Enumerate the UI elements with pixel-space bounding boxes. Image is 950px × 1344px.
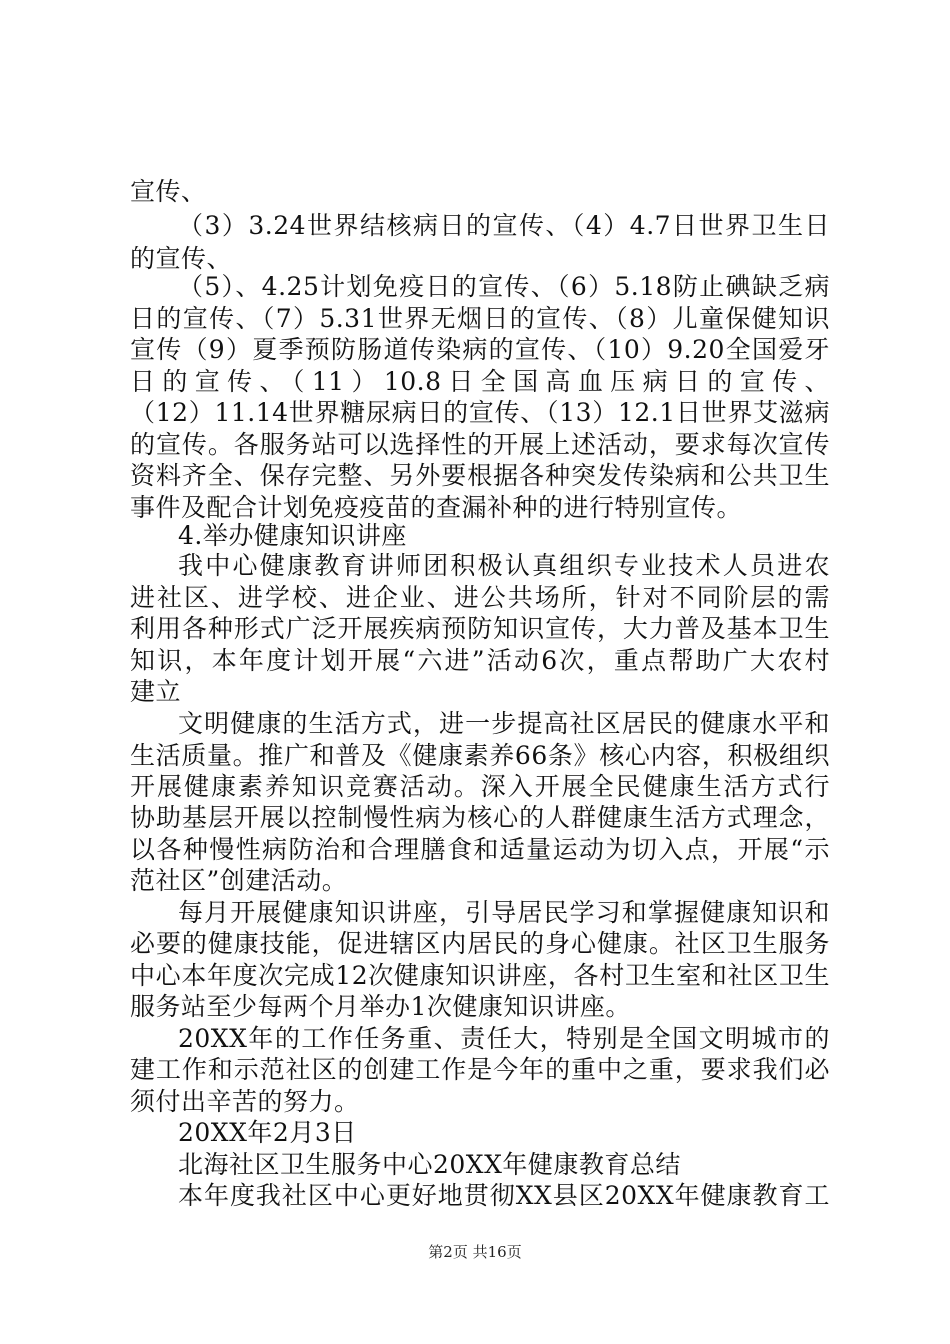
body-line: 事件及配合计划免疫疫苗的查漏补种的进行特别宣传。 (130, 493, 743, 522)
body-line: 进社区、进学校、进企业、进公共场所，针对不同阶层的需 (130, 583, 830, 612)
body-line: 中心本年度次完成12次健康知识讲座，各村卫生室和社区卫生 (130, 961, 830, 990)
page-footer: 第2页 共16页 (428, 1243, 522, 1261)
body-line: 的宣传、 (130, 244, 233, 273)
body-line: 本年度我社区中心更好地贯彻XX县区20XX年健康教育工 (178, 1181, 830, 1210)
body-line: （12）11.14世界糖尿病日的宣传、（13）12.1日世界艾滋病 (130, 398, 830, 427)
date-line: 20XX年2月3日 (178, 1118, 357, 1147)
body-line: （3）3.24世界结核病日的宣传、（4）4.7日世界卫生日 (178, 211, 830, 240)
body-line: 我中心健康教育讲师团积极认真组织专业技术人员进农 (178, 551, 830, 580)
body-line: 日的宣传、（11）10.8日全国高血压病日的宣传、 (130, 367, 830, 396)
body-line: 日的宣传、（7）5.31世界无烟日的宣传、（8）儿童保健知识 (130, 304, 830, 333)
document-title-line: 北海社区卫生服务中心20XX年健康教育总结 (178, 1150, 681, 1179)
body-line: 20XX年的工作任务重、责任大，特别是全国文明城市的 (178, 1024, 830, 1053)
body-line: 资料齐全、保存完整、另外要根据各种突发传染病和公共卫生 (130, 461, 830, 490)
body-line: 范社区”创建活动。 (130, 866, 348, 895)
body-line: 宣传（9）夏季预防肠道传染病的宣传、（10）9.20全国爱牙 (130, 335, 830, 364)
body-line: 协助基层开展以控制慢性病为核心的人群健康生活方式理念， (130, 803, 830, 832)
body-line: 每月开展健康知识讲座，引导居民学习和掌握健康知识和 (178, 898, 830, 927)
body-line: 建工作和示范社区的创建工作是今年的重中之重，要求我们必 (130, 1055, 830, 1084)
body-line: 生活质量。推广和普及《健康素养66条》核心内容，积极组织 (130, 741, 830, 770)
body-line: 利用各种形式广泛开展疾病预防知识宣传，大力普及基本卫生 (130, 614, 830, 643)
body-line: 的宣传。各服务站可以选择性的开展上述活动，要求每次宣传 (130, 430, 830, 459)
body-line: 服务站至少每两个月举办1次健康知识讲座。 (130, 992, 631, 1021)
body-line: 知识，本年度计划开展“六进”活动6次，重点帮助广大农村 (130, 646, 830, 675)
body-line: 以各种慢性病防治和合理膳食和适量运动为切入点，开展“示 (130, 835, 830, 864)
body-line: 宣传、 (130, 177, 207, 206)
body-line: 须付出辛苦的努力。 (130, 1087, 360, 1116)
body-line: 文明健康的生活方式，进一步提高社区居民的健康水平和 (178, 709, 830, 738)
body-line: 建立 (130, 677, 182, 706)
body-line: （5）、4.25计划免疫日的宣传、（6）5.18防止碘缺乏病 (178, 272, 830, 301)
body-line: 必要的健康技能，促进辖区内居民的身心健康。社区卫生服务 (130, 929, 830, 958)
body-line: 开展健康素养知识竞赛活动。深入开展全民健康生活方式行 (130, 772, 830, 801)
section-heading: 4.举办健康知识讲座 (178, 521, 407, 550)
